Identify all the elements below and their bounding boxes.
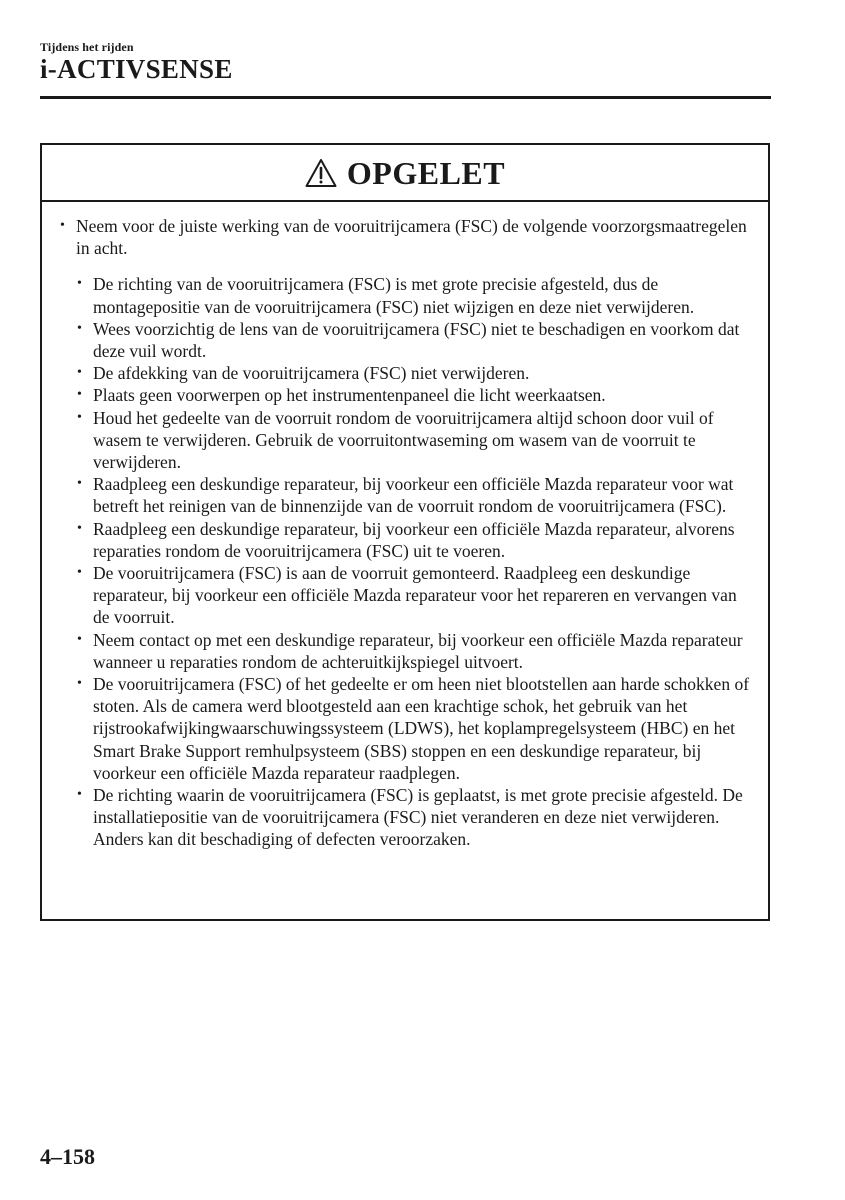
list-item-text: Raadpleeg een deskundige reparateur, bij voorkeur een officiële Mazda reparateur, alvorens reparaties rondom de vooruitrijcamera (FSC) uit te voeren. xyxy=(93,518,735,561)
bullet-icon: • xyxy=(77,476,82,492)
list-item xyxy=(42,407,768,474)
list-item xyxy=(42,562,768,629)
bullet-icon: • xyxy=(77,387,82,403)
bullet-icon: • xyxy=(77,676,82,692)
bullet-icon: • xyxy=(77,409,82,425)
section-label: Tijdens het rijden xyxy=(40,40,134,54)
list-item-text: De vooruitrijcamera (FSC) is aan de voorruit gemonteerd. Raadpleeg een deskundige reparateur, bij voorkeur een officiële Mazda reparateur voor het repareren en vervangen van de voorruit. xyxy=(93,563,737,628)
list-item xyxy=(42,473,768,517)
list-item-text: De richting waarin de vooruitrijcamera (FSC) is geplaatst, is met grote precisie afgesteld. De installatiepositie van de vooruitrijcamera (FSC) niet veranderen en deze niet verwijderen. Anders kan dit beschadiging of defecten veroorzaken. xyxy=(93,785,743,850)
list-item xyxy=(42,784,768,851)
warning-list xyxy=(42,215,768,851)
list-item-text: Raadpleeg een deskundige reparateur, bij voorkeur een officiële Mazda reparateur voor wat betreft het reinigen van de binnenzijde van de voorruit rondom de vooruitrijcamera (FSC). xyxy=(93,474,734,517)
list-item xyxy=(42,518,768,562)
bullet-icon: • xyxy=(77,787,82,803)
list-item xyxy=(42,673,768,784)
warning-body xyxy=(42,202,768,851)
list-item xyxy=(42,273,768,317)
list-item xyxy=(42,318,768,362)
list-item-text: De afdekking van de vooruitrijcamera (FSC) niet verwijderen. xyxy=(93,363,530,384)
list-item-text: De richting van de vooruitrijcamera (FSC) is met grote precisie afgesteld, dus de montagepositie van de vooruitrijcamera (FSC) niet wijzigen en deze niet verwijderen. xyxy=(93,274,695,317)
warning-triangle-icon xyxy=(305,158,337,188)
chapter-title: i-ACTIVSENSE xyxy=(40,54,233,84)
bullet-icon: • xyxy=(77,565,82,581)
bullet-icon: • xyxy=(77,520,82,536)
bullet-icon: • xyxy=(77,365,82,381)
warning-title: OPGELET xyxy=(346,154,506,191)
list-item xyxy=(42,629,768,673)
bullet-icon: • xyxy=(77,276,82,292)
list-item-text: Houd het gedeelte van de voorruit rondom de vooruitrijcamera altijd schoon door vuil of wasem te verwijderen. Gebruik de voorruitontwaseming om wasem van de voorruit te verwijderen. xyxy=(93,407,714,473)
list-item xyxy=(42,362,768,384)
intro-item xyxy=(42,215,768,259)
header-rule xyxy=(40,96,771,99)
list-item-text: Plaats geen voorwerpen op het instrumentenpaneel die licht weerkaatsen. xyxy=(93,385,606,406)
list-item-text: Neem contact op met een deskundige reparateur, bij voorkeur een officiële Mazda reparateur wanneer u reparaties rondom de achteruitkijkspiegel uitvoert. xyxy=(93,629,743,672)
list-item xyxy=(42,384,768,406)
warning-header xyxy=(42,145,768,202)
list-item-text: De vooruitrijcamera (FSC) of het gedeelte er om heen niet blootstellen aan harde schokken of stoten. Als de camera werd blootgesteld aan een krachtige schok, het gebruik van het rijstrookafwijkingwaarschuwingssysteem (LDWS), het koplampregelsysteem (HBC) en het Smart Brake Support remhulpsysteem (SBS) stoppen en een deskundige reparateur, bij voorkeur een officiële Mazda reparateur raadplegen. xyxy=(93,674,750,783)
intro-text: Neem voor de juiste werking van de vooruitrijcamera (FSC) de volgende voorzorgsmaatregelen in acht. xyxy=(76,216,747,259)
bullet-icon: • xyxy=(60,218,65,233)
bullet-icon: • xyxy=(77,631,82,647)
bullet-icon: • xyxy=(77,320,82,336)
warning-box xyxy=(40,143,770,921)
page-number: 4–158 xyxy=(40,1144,95,1169)
list-item-text: Wees voorzichtig de lens van de vooruitrijcamera (FSC) niet te beschadigen en voorkom dat deze vuil wordt. xyxy=(93,318,740,362)
